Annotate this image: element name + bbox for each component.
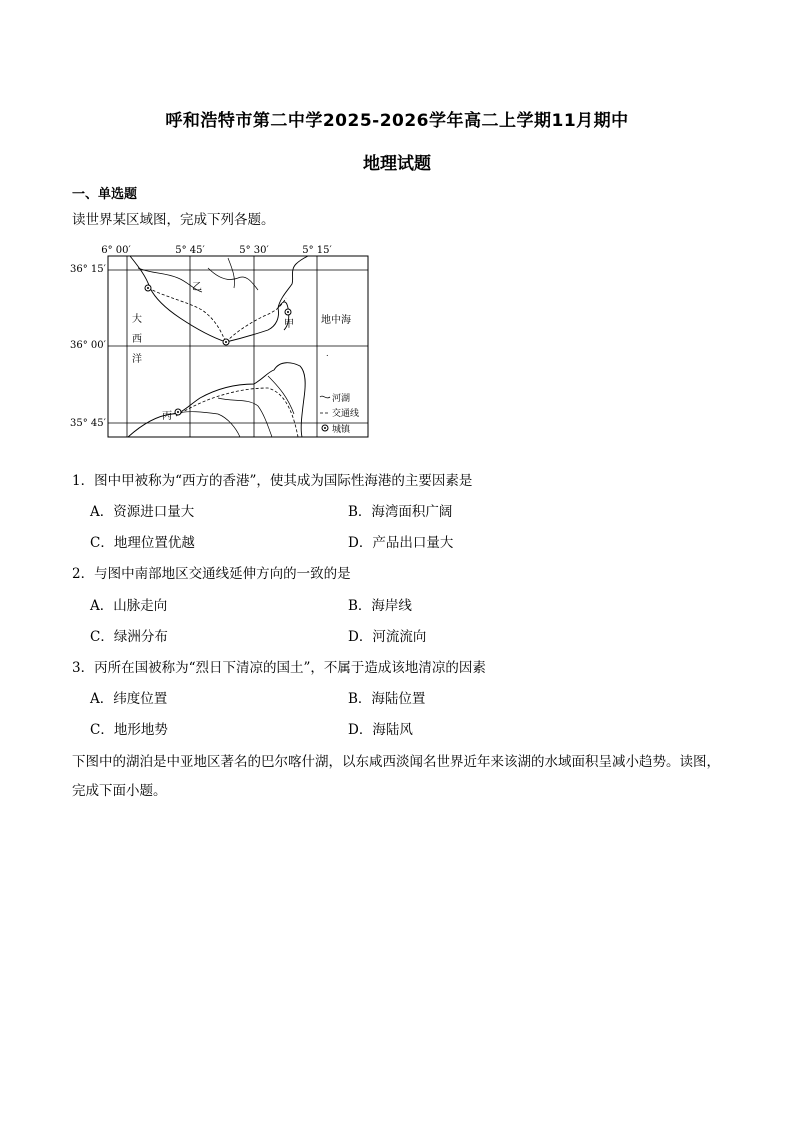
lat-label: 36° 15′ (70, 264, 106, 275)
question-2-option-b: B．海岸线 (348, 598, 412, 614)
map-frame (108, 256, 368, 437)
question-3-option-b: B．海陆位置 (348, 691, 426, 707)
lon-label: 5° 15′ (302, 245, 332, 256)
label-jia: 甲 (284, 319, 294, 330)
lon-label: 6° 00′ (101, 245, 131, 256)
section-heading: 一、单选题 (72, 187, 138, 202)
lat-label: 35° 45′ (70, 418, 106, 429)
north-coast (130, 256, 308, 342)
legend-river: 河湖 (332, 394, 351, 404)
question-2-stem: 2．与图中南部地区交通线延伸方向的一致的是 (72, 566, 351, 582)
question-1-option-b: B．海湾面积广阔 (348, 504, 453, 520)
lat-label: 36° 00′ (70, 340, 106, 351)
question-3-stem: 3．丙所在国被称为“烈日下清凉的国土”，不属于造成该地清凉的因素 (72, 660, 486, 676)
label-bing: 丙 (162, 411, 172, 422)
question-1-option-d: D．产品出口量大 (348, 535, 454, 551)
label-yi: 乙 (192, 282, 202, 293)
intro-text: 读世界某区域图，完成下列各题。 (72, 212, 275, 228)
question-3-option-d: D．海陆风 (348, 722, 413, 738)
question-2-option-a: A．山脉走向 (90, 598, 168, 614)
region-map (68, 238, 373, 443)
atlantic-label: 西 (132, 334, 142, 345)
question-2-option-c: C．绿洲分布 (90, 629, 168, 645)
question-3-option-c: C．地形地势 (90, 722, 168, 738)
exam-title: 呼和浩特市第二中学2025-2026学年高二上学期11月期中 (165, 111, 629, 131)
svg-text:.: . (326, 349, 329, 358)
legend-transport: 交通线 (332, 409, 360, 419)
legend-town: 城镇 (332, 425, 351, 435)
question-1-stem: 1．图中甲被称为“西方的香港”，使其成为国际性海港的主要因素是 (72, 473, 473, 489)
atlantic-label: 大 (132, 314, 142, 325)
question-1-option-c: C．地理位置优越 (90, 535, 195, 551)
question-1-option-a: A．资源进口量大 (90, 504, 195, 520)
exam-subtitle: 地理试题 (363, 154, 431, 174)
med-label: 地中海 (321, 315, 351, 326)
question-3-option-a: A．纬度位置 (90, 691, 168, 707)
lon-label: 5° 45′ (175, 245, 205, 256)
question-2-option-d: D．河流流向 (348, 629, 427, 645)
atlantic-label: 洋 (132, 354, 142, 365)
lon-label: 5° 30′ (239, 245, 269, 256)
south-coast (128, 363, 305, 437)
passage-text: 下图中的湖泊是中亚地区著名的巴尔喀什湖，以东咸西淡闻名世界近年来该湖的水域面积呈减小趋势。读图，完成下面小题。 (72, 754, 720, 799)
